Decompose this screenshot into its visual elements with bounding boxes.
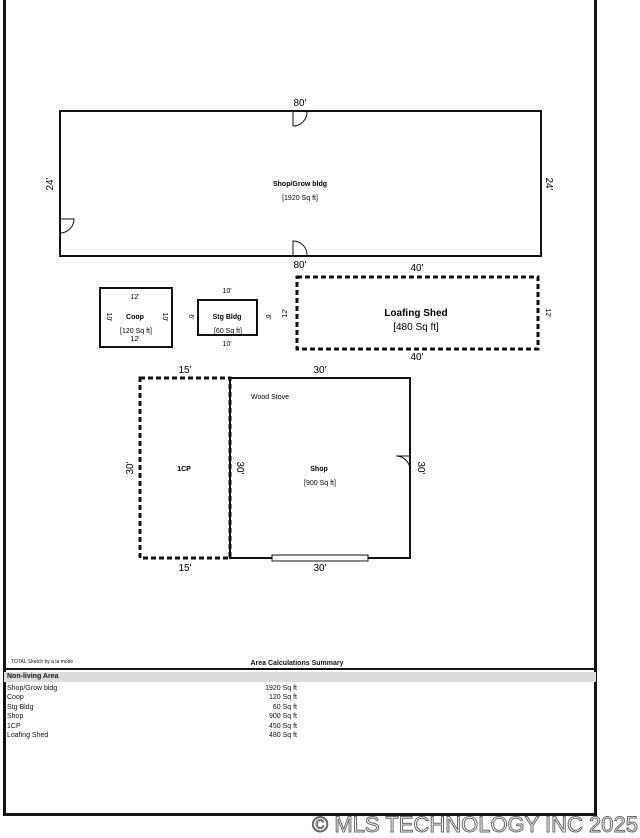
summary-row [7, 731, 297, 740]
divider [3, 668, 597, 670]
summary-header: Non-living Area [4, 672, 596, 682]
row-area: 120 Sq ft [268, 694, 297, 701]
dim-label: 80' [293, 260, 307, 271]
sketch-credit: TOTAL Sketch by a la mode [11, 659, 74, 665]
summary-row [7, 703, 297, 712]
wood-stove-label: Wood Stove [251, 394, 290, 401]
row-area: 1920 Sq ft [265, 685, 297, 692]
room-name: Loafing Shed [384, 308, 448, 319]
dim-label: 12' [544, 308, 551, 318]
overhead-door-icon [272, 555, 368, 561]
dim-label: 40' [410, 263, 424, 274]
dim-label: 6' [264, 314, 271, 320]
watermark: © MLS TECHNOLOGY INC 2025 [312, 812, 638, 837]
dim-label: 30' [313, 563, 327, 574]
room-name: Shop [310, 466, 328, 473]
summary-row [7, 722, 297, 731]
door-icon [293, 111, 307, 126]
summary-row [7, 712, 297, 721]
dim-label: 15' [178, 563, 192, 574]
dim-label: 24' [543, 177, 554, 191]
room-area: [900 Sq ft] [304, 480, 336, 487]
row-area: 450 Sq ft [268, 723, 297, 730]
dim-label: 30' [125, 461, 136, 475]
dim-label: 30' [415, 461, 426, 475]
dim-label: 12' [130, 294, 140, 301]
row-area: 480 Sq ft [268, 732, 297, 739]
dim-label: 12' [130, 336, 140, 343]
row-name: 1CP [7, 723, 21, 730]
row-name: Coop [7, 694, 24, 701]
dim-label: 24' [45, 177, 56, 191]
dim-label: 12' [282, 308, 289, 318]
door-icon [60, 219, 74, 233]
row-name: Shop [7, 713, 24, 720]
building-loafing-shed [282, 263, 551, 363]
summary-title: Area Calculations Summary [250, 660, 344, 667]
building-shop [230, 365, 426, 574]
building-stg [187, 288, 271, 348]
summary-row [7, 684, 297, 693]
room-name: Stg Bldg [212, 314, 242, 321]
building-coop [100, 288, 172, 347]
room-area: [60 Sq ft] [213, 328, 243, 335]
room-area: [1920 Sq ft] [282, 195, 318, 202]
dim-label: 10' [222, 341, 232, 348]
dim-label: 40' [410, 352, 424, 363]
row-area: 60 Sq ft [272, 704, 297, 711]
summary-row [7, 693, 297, 702]
room-area: [120 Sq ft] [120, 328, 152, 335]
row-name: Shop/Grow bldg [7, 685, 58, 692]
building-1cp [125, 365, 230, 574]
room-name: 1CP [177, 466, 191, 473]
room-name: Shop/Grow bldg [272, 181, 328, 188]
row-name: Loafing Shed [7, 732, 49, 739]
dim-label: 10' [161, 312, 168, 322]
row-area: 900 Sq ft [268, 713, 297, 720]
dim-label: 15' [178, 365, 192, 376]
room-area: [480 Sq ft] [393, 322, 439, 333]
dim-label: 30' [313, 365, 327, 376]
building-shop-grow [45, 98, 554, 271]
dim-label: 30' [234, 461, 245, 475]
dim-label: 10' [222, 288, 232, 295]
dim-label: 6' [187, 314, 194, 320]
door-icon [396, 456, 410, 470]
dim-label: 10' [105, 312, 112, 322]
row-name: Stg Bldg [7, 704, 34, 711]
room-name: Coop [126, 314, 144, 321]
dim-label: 80' [293, 98, 307, 109]
door-icon [293, 241, 307, 256]
